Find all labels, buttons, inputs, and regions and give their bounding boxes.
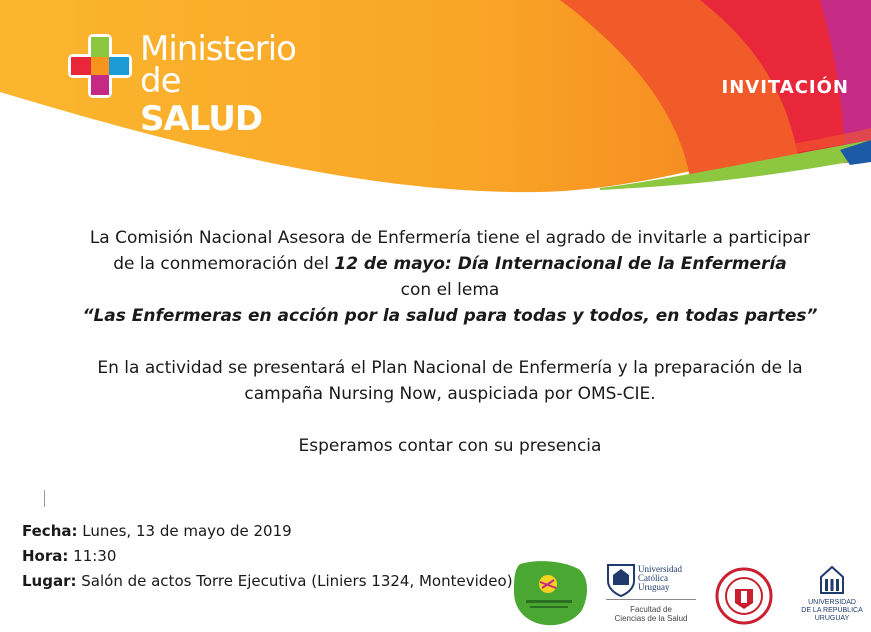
place-row: Lugar: Salón de actos Torre Ejecutiva (Liniers 1324, Montevideo) (22, 572, 513, 590)
event-details (22, 519, 513, 594)
logo-line-salud: de SALUD (140, 61, 263, 139)
body-para2-line-2: campaña Nursing Now, auspiciada por OMS-CIE. (244, 384, 656, 404)
event-name: 12 de mayo: Día Internacional de la Enfermería (334, 254, 787, 274)
date-row: Fecha: Lunes, 13 de mayo de 2019 (22, 522, 292, 540)
invitation-label: INVITACIÓN (721, 77, 849, 98)
motto: “Las Enfermeras en acción por la salud para todas y todos, en todas partes” (82, 306, 818, 326)
nursing-school-seal (715, 567, 773, 625)
body-line-3: con el lema (400, 280, 500, 300)
ucu-logo: Universidad Católica Uruguay Facultad de Ciencias de la Salud (606, 563, 696, 632)
udelar-logo: UNIVERSIDAD DE LA REPÚBLICA URUGUAY (793, 565, 871, 629)
udelar-building-icon (819, 565, 845, 595)
body-para2-line-1: En la actividad se presentará el Plan Nacional de Enfermería y la preparación de la (97, 358, 803, 378)
logo-line-ministerio: Ministerio (140, 29, 296, 69)
closing-line: Esperamos contar con su presencia (298, 436, 602, 456)
body-line-2: de la conmemoración del 12 de mayo: Día Internacional de la Enfermería (113, 254, 787, 274)
time-row: Hora: 11:30 (22, 547, 117, 565)
body-line-1: La Comisión Nacional Asesora de Enfermería tiene el agrado de invitarle a participar (89, 228, 811, 248)
health-cross-icon (68, 34, 132, 98)
ucu-shield-icon (606, 563, 636, 597)
ministerio-logo (68, 29, 308, 139)
sponsor-logos (510, 555, 871, 632)
nursing-commission-logo (510, 558, 592, 628)
invitation-body (40, 225, 860, 459)
text-cursor (44, 490, 45, 507)
